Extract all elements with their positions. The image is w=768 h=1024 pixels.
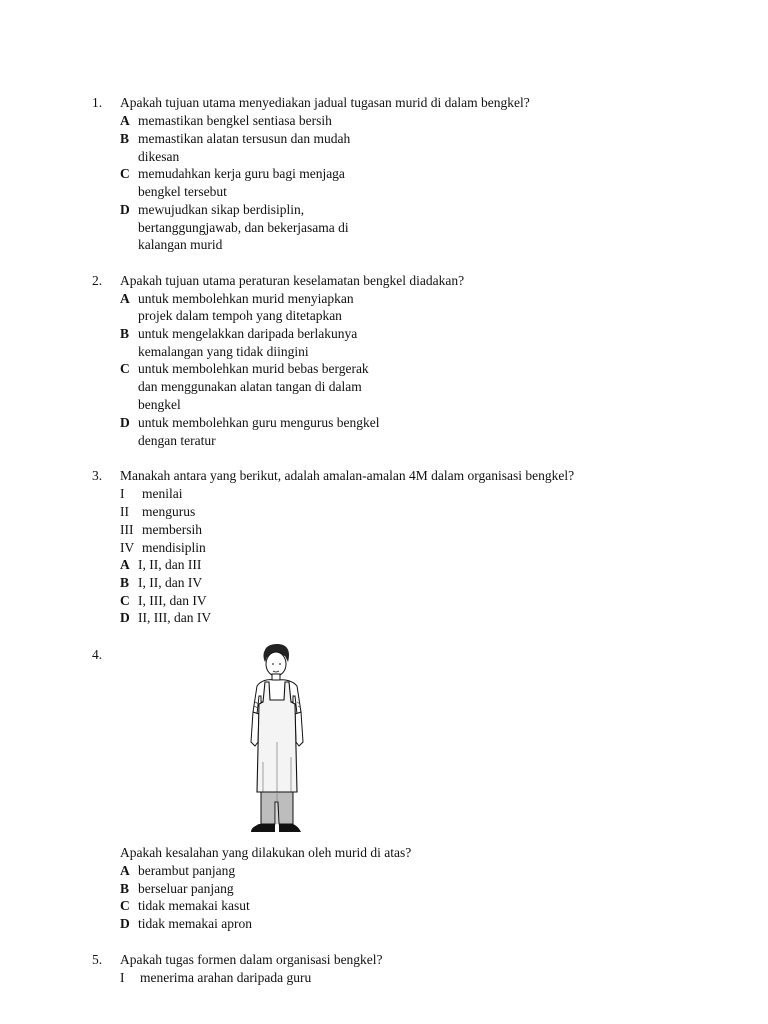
option-text: berseluar panjang — [138, 881, 234, 896]
question-number: 4. — [92, 647, 103, 662]
option-text: untuk membolehkan murid bebas bergerak — [138, 361, 369, 376]
option-b[interactable] — [120, 325, 357, 343]
option-text-continued: bertanggungjawab, dan bekerjasama di — [138, 220, 349, 235]
option-a[interactable] — [120, 556, 201, 574]
statement-numeral: IV — [120, 540, 135, 555]
shoe-left — [251, 824, 275, 832]
student-in-apron-illustration — [243, 642, 309, 836]
option-b[interactable] — [120, 880, 234, 898]
option-text-continued: bengkel tersebut — [138, 184, 227, 199]
option-c[interactable] — [120, 360, 369, 378]
option-text: II, III, dan IV — [138, 610, 212, 625]
option-text-continued: kalangan murid — [138, 237, 223, 252]
option-d[interactable] — [120, 201, 304, 219]
statement-numeral: I — [120, 970, 125, 985]
option-text: berambut panjang — [138, 863, 236, 878]
option-text: untuk membolehkan murid menyiapkan — [138, 291, 354, 306]
option-a[interactable] — [120, 112, 332, 130]
option-letter: A — [120, 291, 130, 306]
option-text-continued: dan menggunakan alatan tangan di dalam — [138, 379, 362, 394]
option-text: untuk membolehkan guru mengurus bengkel — [138, 415, 380, 430]
question-text: Apakah tujuan utama peraturan keselamatan bengkel diadakan? — [120, 273, 465, 288]
option-letter: C — [120, 593, 130, 608]
option-letter: B — [120, 131, 130, 146]
question-text: Apakah tugas formen dalam organisasi bengkel? — [120, 952, 383, 967]
statement-i — [120, 969, 311, 987]
option-letter: D — [120, 916, 130, 931]
option-b[interactable] — [120, 574, 202, 592]
option-a[interactable] — [120, 862, 235, 880]
option-letter: A — [120, 113, 130, 128]
statement-text: menilai — [142, 486, 183, 501]
statement-text: menerima arahan daripada guru — [140, 970, 312, 985]
option-letter: A — [120, 557, 130, 572]
option-d[interactable] — [120, 609, 211, 627]
option-c[interactable] — [120, 165, 345, 183]
question-text: Manakah antara yang berikut, adalah amalan-amalan 4M dalam organisasi bengkel? — [120, 468, 575, 483]
option-text: memastikan alatan tersusun dan mudah — [138, 131, 351, 146]
option-letter: C — [120, 898, 130, 913]
option-a[interactable] — [120, 290, 354, 308]
question-number: 3. — [92, 468, 103, 483]
option-letter: C — [120, 166, 130, 181]
statement-numeral: II — [120, 504, 129, 519]
option-letter: D — [120, 610, 130, 625]
option-text: tidak memakai apron — [138, 916, 252, 931]
option-text-continued: bengkel — [138, 397, 181, 412]
option-d[interactable] — [120, 414, 379, 432]
option-text-continued: kemalangan yang tidak diingini — [138, 344, 309, 359]
option-text: memudahkan kerja guru bagi menjaga — [138, 166, 345, 181]
option-text: I, II, dan III — [138, 557, 202, 572]
question-number: 5. — [92, 952, 103, 967]
option-text-continued: projek dalam tempoh yang ditetapkan — [138, 308, 342, 323]
statement-i — [120, 485, 183, 503]
option-text-continued: dengan teratur — [138, 433, 216, 448]
question-number: 1. — [92, 95, 103, 110]
statement-text: mengurus — [142, 504, 196, 519]
option-letter: B — [120, 881, 130, 896]
statement-iv — [120, 539, 206, 557]
option-letter: B — [120, 575, 130, 590]
option-letter: D — [120, 415, 130, 430]
option-c[interactable] — [120, 592, 207, 610]
question-text: Apakah kesalahan yang dilakukan oleh murid di atas? — [120, 845, 412, 860]
question-text: Apakah tujuan utama menyediakan jadual tugasan murid di dalam bengkel? — [120, 95, 530, 110]
option-text: memastikan bengkel sentiasa bersih — [138, 113, 332, 128]
option-letter: D — [120, 202, 130, 217]
option-text-continued: dikesan — [138, 149, 180, 164]
option-text: tidak memakai kasut — [138, 898, 250, 913]
option-letter: C — [120, 361, 130, 376]
option-text: I, III, dan IV — [138, 593, 207, 608]
option-letter: B — [120, 326, 130, 341]
statement-numeral: I — [120, 486, 125, 501]
shoe-right — [279, 824, 301, 832]
question-number: 2. — [92, 273, 103, 288]
statement-text: membersih — [142, 522, 202, 537]
option-text: untuk mengelakkan daripada berlakunya — [138, 326, 358, 341]
option-b[interactable] — [120, 130, 350, 148]
option-letter: A — [120, 863, 130, 878]
statement-text: mendisiplin — [142, 540, 206, 555]
statement-numeral: III — [120, 522, 134, 537]
option-c[interactable] — [120, 897, 250, 915]
statement-iii — [120, 521, 202, 539]
option-text: mewujudkan sikap berdisiplin, — [138, 202, 305, 217]
statement-ii — [120, 503, 195, 521]
option-d[interactable] — [120, 915, 252, 933]
option-text: I, II, dan IV — [138, 575, 203, 590]
